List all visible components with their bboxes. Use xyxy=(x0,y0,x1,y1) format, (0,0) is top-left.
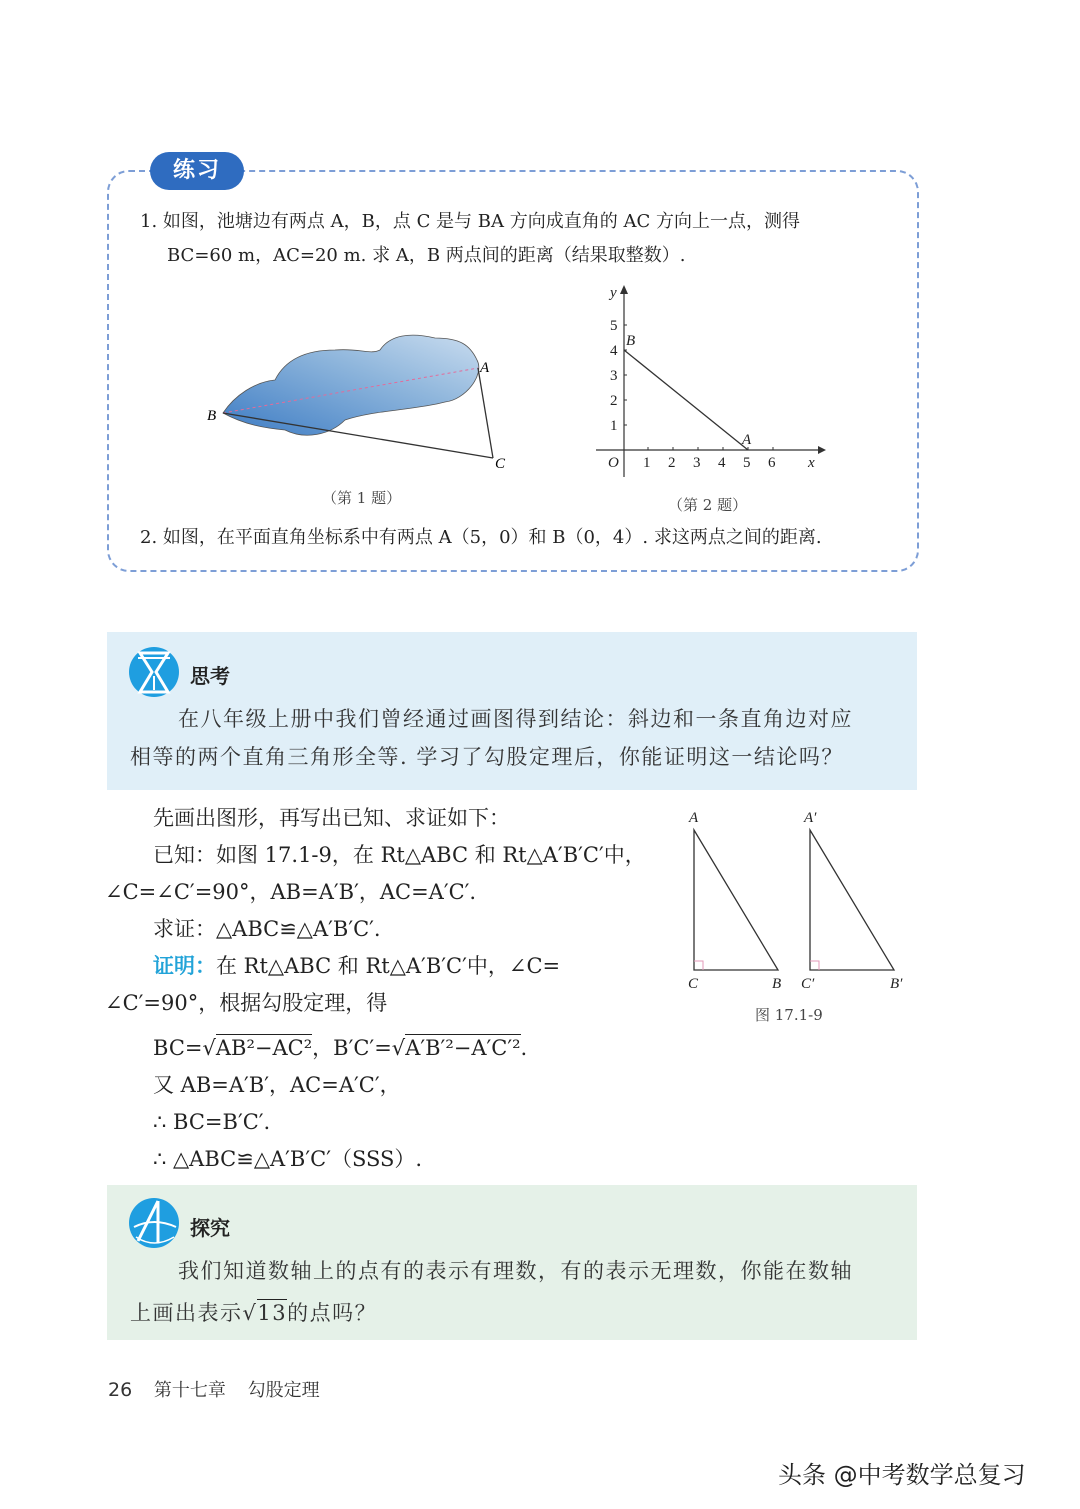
hourglass-icon xyxy=(128,646,180,698)
exercise-label: 练习 xyxy=(150,152,244,190)
think-title: 思考 xyxy=(190,664,230,688)
prove-label: 求证： xyxy=(153,917,216,941)
svg-text:A: A xyxy=(689,810,699,826)
proof-given-line2: ∠C=∠C′=90°，AB=A′B′，AC=A′C′. xyxy=(105,880,477,904)
svg-text:1: 1 xyxy=(643,455,651,471)
page-footer xyxy=(108,1376,320,1402)
proof-line2: ∠C′=90°，根据勾股定理，得 xyxy=(105,991,388,1015)
proof-to-prove xyxy=(153,911,381,948)
fig1-caption: （第 1 题） xyxy=(322,489,402,507)
eq-end: . xyxy=(520,1036,528,1060)
eq-bc-prime: ，B′C′= xyxy=(312,1036,392,1060)
svg-text:A′: A′ xyxy=(804,810,817,826)
exercise-q1-line1: 1. 如图，池塘边有两点 A，B，点 C 是与 BA 方向成直角的 AC 方向上一点，测得 xyxy=(140,211,800,232)
svg-text:A: A xyxy=(742,432,752,448)
eq-bc: BC= xyxy=(153,1036,203,1060)
proof-equation: BC=√AB²−AC²，B′C′=√A′B′²−A′C′². xyxy=(153,1036,528,1060)
svg-text:6: 6 xyxy=(768,455,776,471)
svg-text:3: 3 xyxy=(610,368,618,384)
think-line2: 相等的两个直角三角形全等. 学习了勾股定理后，你能证明这一结论吗？ xyxy=(130,745,844,769)
explore-text-b: 的点吗？ xyxy=(287,1301,378,1325)
pond-label-a: A xyxy=(480,360,490,376)
explore-line1: 我们知道数轴上的点有的表示有理数，有的表示无理数，你能在数轴 xyxy=(178,1259,853,1283)
fig2-caption: （第 2 题） xyxy=(668,496,748,514)
triangles-figure xyxy=(680,805,920,990)
svg-text:C′: C′ xyxy=(801,976,815,990)
explore-line2: 上画出表示√13的点吗？ xyxy=(130,1301,378,1325)
proof-step2: 又 AB=A′B′，AC=A′C′， xyxy=(153,1073,401,1097)
svg-text:3: 3 xyxy=(693,455,701,471)
svg-text:B′: B′ xyxy=(890,976,903,990)
svg-text:y: y xyxy=(610,285,617,301)
svg-text:B: B xyxy=(626,333,636,349)
compass-icon xyxy=(128,1197,180,1249)
svg-text:5: 5 xyxy=(610,318,618,334)
triangles-caption: 图 17.1-9 xyxy=(755,1006,823,1024)
proof-label: 证明： xyxy=(153,954,216,978)
exercise-q2: 2. 如图，在平面直角坐标系中有两点 A（5，0）和 B（0，4）. 求这两点之间的距离. xyxy=(140,527,822,548)
prove-text: △ABC≌△A′B′C′. xyxy=(216,917,381,941)
pond-label-b: B xyxy=(207,408,217,424)
svg-text:2: 2 xyxy=(610,393,618,409)
svg-text:1: 1 xyxy=(610,418,618,434)
chapter-title: 勾股定理 xyxy=(247,1380,320,1401)
svg-text:4: 4 xyxy=(718,455,726,471)
proof-text-1: 在 Rt△ABC 和 Rt△A′B′C′中，∠C= xyxy=(216,954,561,978)
svg-text:2: 2 xyxy=(668,455,676,471)
think-line1: 在八年级上册中我们曾经通过画图得到结论：斜边和一条直角边对应 xyxy=(178,707,853,731)
svg-text:5: 5 xyxy=(743,455,751,471)
given-label: 已知： xyxy=(153,843,216,867)
pond-figure xyxy=(195,320,525,480)
sqrt-13: 13 xyxy=(257,1301,288,1325)
given-text: 如图 17.1-9，在 Rt△ABC 和 Rt△A′B′C′中， xyxy=(216,843,646,867)
coordinate-plot xyxy=(590,282,830,482)
proof-step4: ∴ △ABC≌△A′B′C′（SSS）. xyxy=(153,1147,423,1171)
page-number: 26 xyxy=(108,1379,133,1401)
explore-title: 探究 xyxy=(190,1216,230,1240)
proof-step3: ∴ BC=B′C′. xyxy=(153,1110,271,1134)
svg-text:O: O xyxy=(608,455,619,471)
chapter-number: 第十七章 xyxy=(153,1380,226,1401)
svg-text:B: B xyxy=(772,976,782,990)
proof-line1 xyxy=(153,948,560,985)
watermark: 头条 @中考数学总复习 xyxy=(778,1461,1026,1489)
svg-text:C: C xyxy=(688,976,699,990)
exercise-q1-line2: BC=60 m，AC=20 m. 求 A，B 两点间的距离（结果取整数）. xyxy=(167,245,686,266)
svg-text:x: x xyxy=(808,455,815,471)
svg-text:4: 4 xyxy=(610,343,618,359)
explore-text-a: 上画出表示 xyxy=(130,1301,243,1325)
eq-sqrt-2: A′B′²−A′C′² xyxy=(405,1036,521,1060)
eq-sqrt-1: AB²−AC² xyxy=(215,1036,313,1060)
proof-intro: 先画出图形，再写出已知、求证如下： xyxy=(153,806,510,830)
pond-label-c: C xyxy=(495,456,506,472)
proof-given-line1 xyxy=(153,837,646,874)
